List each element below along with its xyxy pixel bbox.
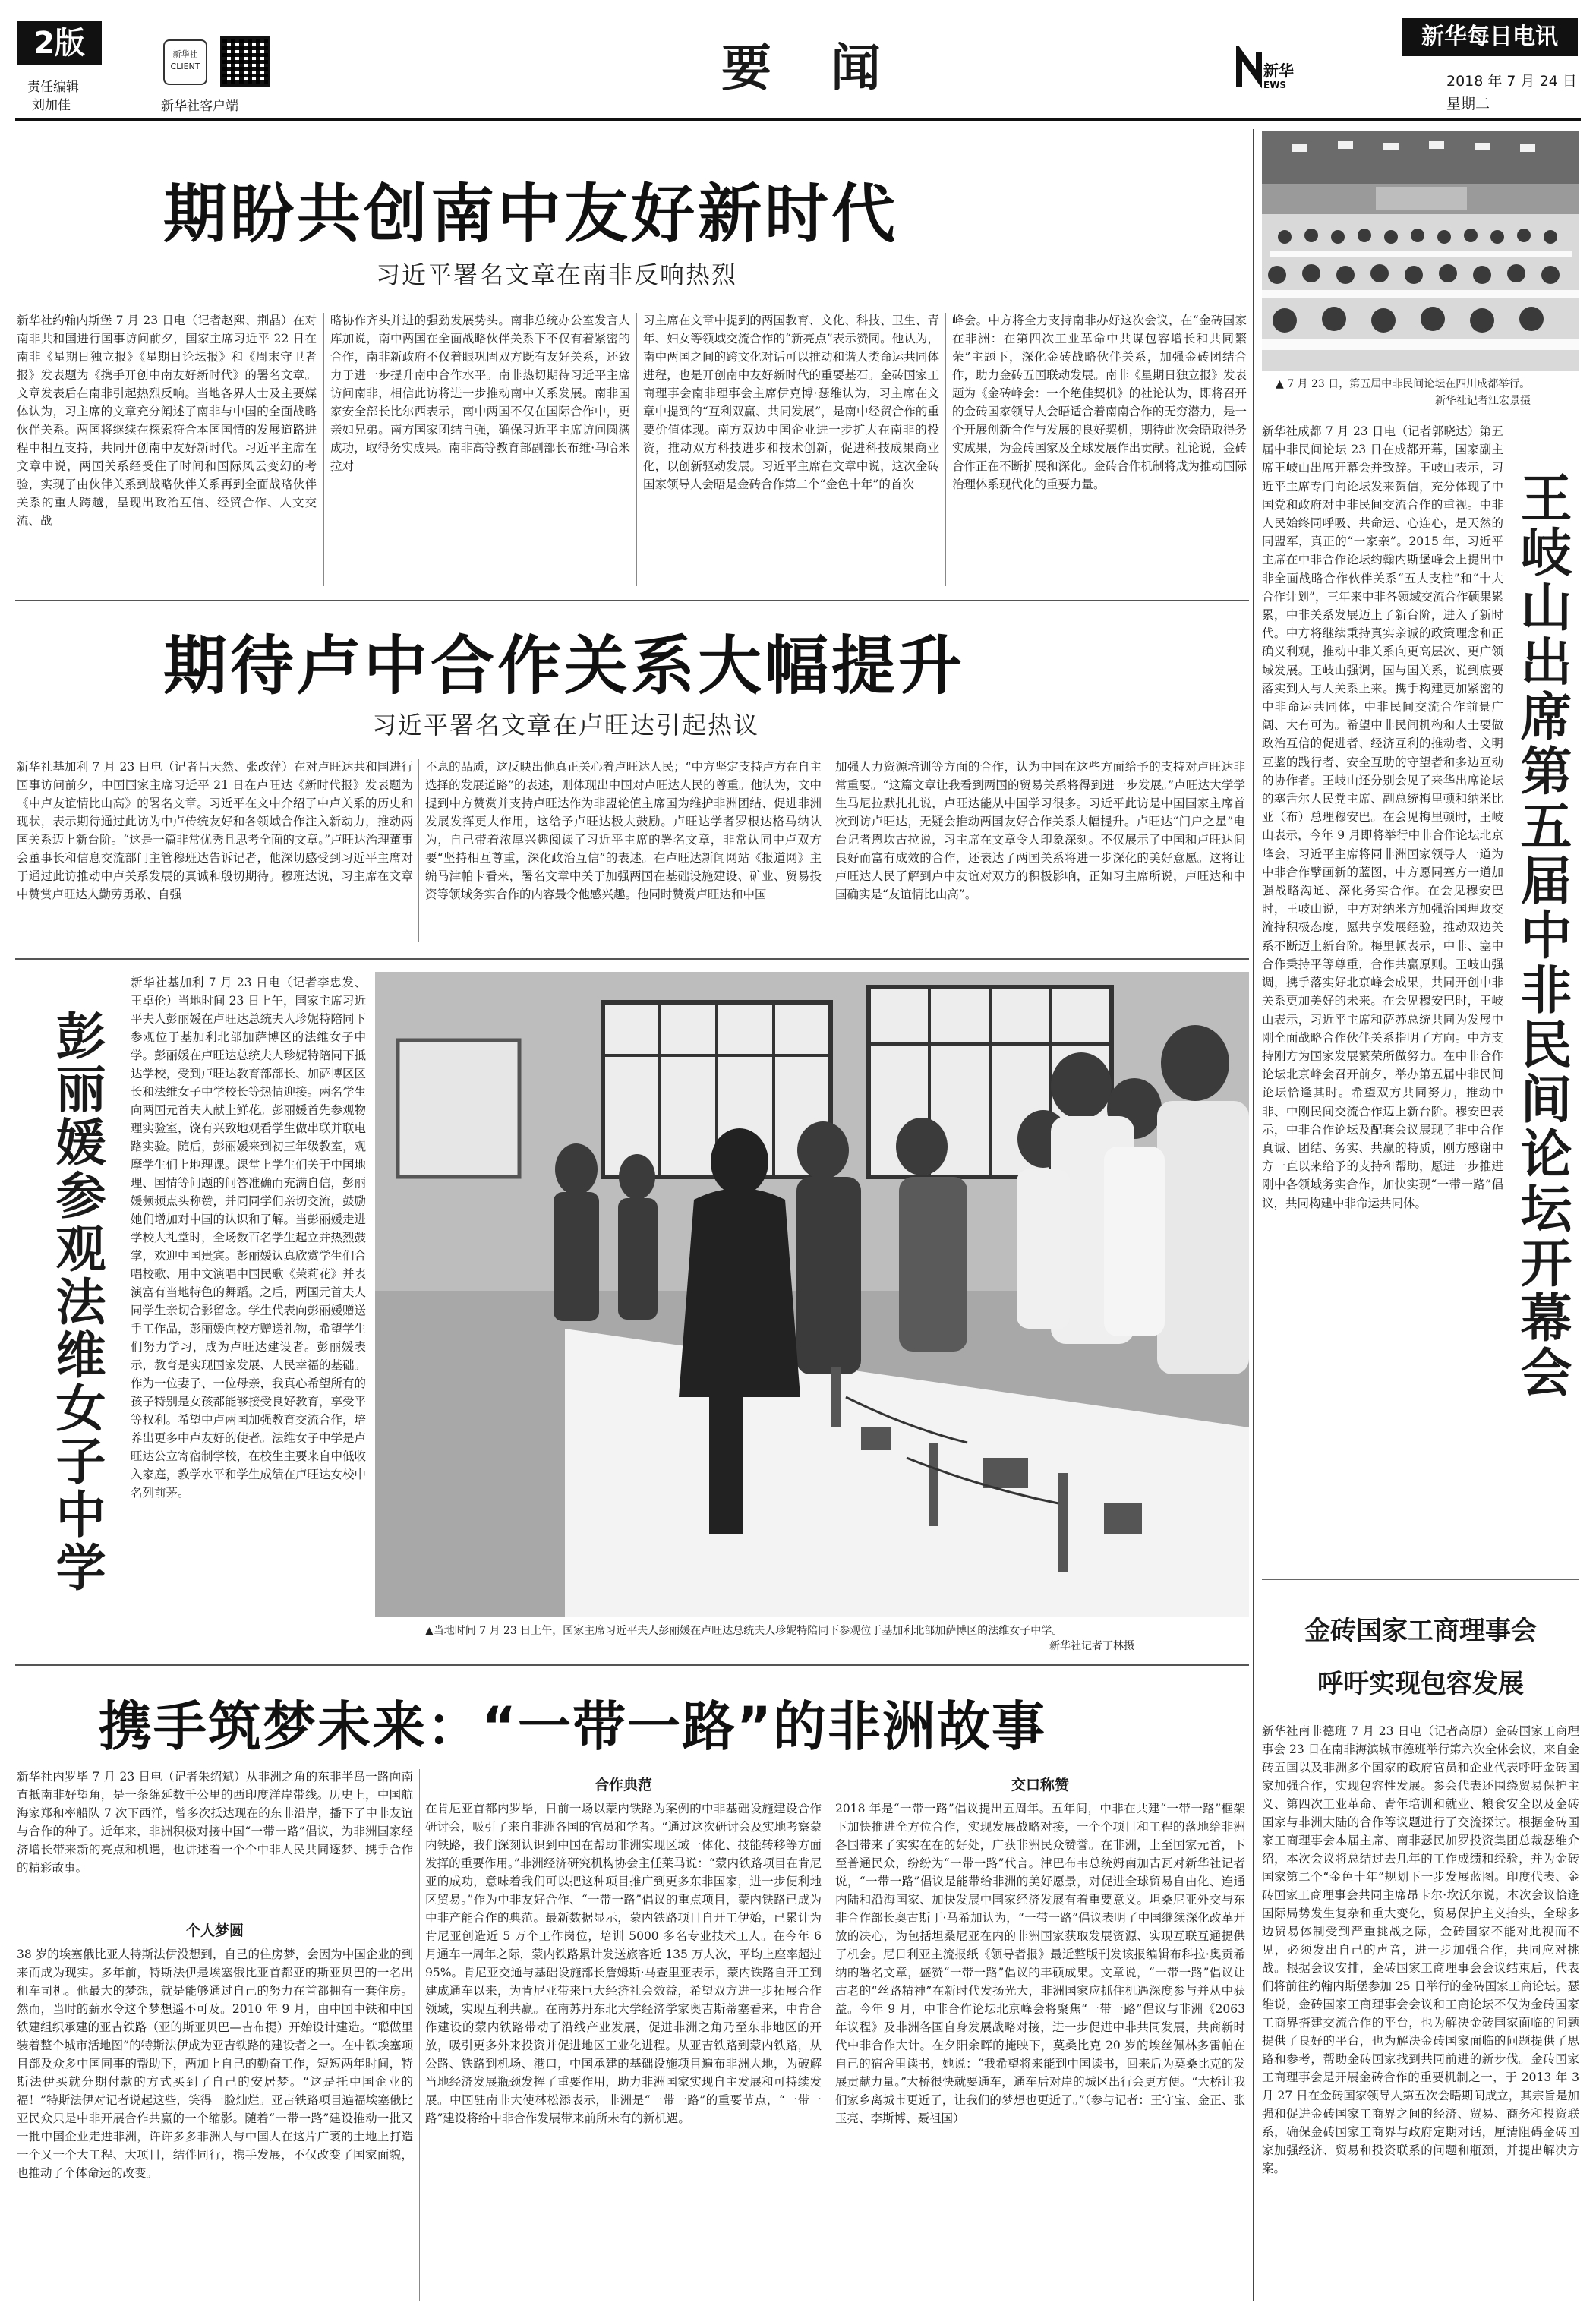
article5-title-line2: 呼吁实现包容发展 <box>1317 1669 1524 1699</box>
page-number: 2版 <box>33 26 85 61</box>
article-right-title: 王岐山出席第五届中非民间论坛开幕会 <box>1512 471 1572 1400</box>
article4-title: 携手筑梦未来：“一带一路”的非洲故事 <box>99 1695 1047 1758</box>
newspaper-name <box>1402 18 1578 56</box>
article4-col3: 2018 年是“一带一路”倡议提出五周年。五年间，中非在共建“一带一路”框架下加快推进全方位合作，实现发展战略对接，一个个项目和工程的落地给非洲各国带来了实实在在的好处，广获非洲民众赞誉。在非洲，上至国家元首，下至普通民众，纷纷为“一带一路”代言。津巴布韦总统姆南加古瓦对新华社记者说，“一带一路”倡议是能带给非洲的美好愿景，对促进全球贸易自由化、连通内陆和沿海国家、加快发展中国家经济发展有着重要意义。坦桑尼亚外交与东非合作部长奥古斯丁·马希加认为，“一带一路”倡议表明了中国继续深化改革开放的决心，为包括坦桑尼亚在内的非洲国家获取发展资源、实现互联互通提供了机会。尼日利亚主流报纸《领导者报》最近整版刊发该报编辑布科拉·奥贡希纳的署名文章，盛赞“一带一路”倡议的丰硕成果。文章说，“一带一路”倡议让古老的“丝路精神”在新时代发扬光大，非洲国家应抓住机遇深度参与并从中获益。今年 9 月，中非合作论坛北京峰会将聚焦“一带一路”倡议与非洲《2063 年议程》及非洲各国自身发展战略对接，进一步促进中非共同发展，共商新时代中非合作大计。在夕阳余晖的掩映下，莫桑比克 20 岁的埃丝佩林多雷帕在自己的宿舍里读书，她说：“我希望将来能到中国读书，回来后为莫桑比克的发展贡献力量。”大桥很快就要通车，通车后对岸的城区出行会更方便。“大桥让我们家乡离城市更近了，让我们的梦想也更近了。”（参与记者：王守宝、金正、张玉亮、李斯博、聂祖国） <box>835 1802 1245 2125</box>
article5-text: 新华社南非德班 7 月 23 日电（记者高原）金砖国家工商理事会 23 日在南非海滨城市德班举行第六次全体会议，来自金砖五国以及非洲多个国家的政府官员和企业代表呼吁金砖国家加强合作，实现包容性发展。参会代表还围绕贸易保护主义、第四次工业革命、青年培训和就业、粮食安全以及金砖国家与非洲大陆的合作等议题进行了交流探讨。根据金砖国家工商理事会本届主席、南非瑟民加罗投资集团总裁瑟维介绍，本次会议将总结过去几年的工作成绩和经验，并为金砖国家第二个“金色十年”规划下一步发展蓝图。印度代表、金砖国家工商理事会共同主席昂卡尔·坎沃尔说，本次会议恰逢国际局势发生复杂和重大变化，贸易保护主义抬头，全球多边贸易体制受到严重挑战之际，金砖国家不能对此视而不见，必须发出自己的声音，进一步加强合作，共同应对挑战。根据会议安排，金砖国家工商理事会会议结束后，代表们将前往约翰内斯堡参加 25 日举行的金砖国家工商论坛。瑟维说，金砖国家工商理事会会议和工商论坛不仅为金砖国家工商界搭建交流合作的平台，也为解决金砖国家面临的问题提供了良好的平台，也为解决金砖国家面临的问题提供了思路和参考，帮助金砖国家找到共同前进的新步伐。金砖国家工商理事会是开展金砖合作的重要机制之一，于 2013 年 3 月 27 日在金砖国家领导人第五次会晤期间成立，其宗旨是加强和促进金砖国家工商界之间的经济、贸易、商务和投资联系，确保金砖国家工商界与政府定期对话，厘清阻碍金砖国家加强经济、贸易和投资联系的问题和瓶颈，并提出解决方案。 <box>1262 1724 1579 2175</box>
svg-text:新华: 新华 <box>1263 62 1294 80</box>
col-divider <box>418 759 419 942</box>
forum-photo-credit: 新华社记者江宏景摄 <box>1435 395 1531 407</box>
masthead-rule <box>15 118 1581 121</box>
article5-title-line1: 金砖国家工商理事会 <box>1304 1616 1537 1646</box>
article2-col2: 不息的品质，这反映出他真正关心着卢旺达人民；“中方坚定支持卢方在自主选择的发展道路”的表述，则体现出中国对卢旺达人民的尊重。他认为，文中提到中方赞赏并支持卢旺达作为非盟轮值主席国为维护非洲团结、促进非洲发展发挥更大作用，这给予卢旺达极大鼓励。卢旺达学者罗根达格马纳认为，自己带着浓厚兴趣阅读了习近平主席的署名文章，非常认同中卢双方要“坚持相互尊重，深化政治互信”的表述。在卢旺达新闻网站《报道网》主编马津帕卡看来，署名文章中关于加强两国在基础设施建设、矿业、贸易投资等领域务实合作的内容最令他感兴趣。他同时赞赏卢旺达和中国 <box>425 760 822 901</box>
issue-weekday: 星期二 <box>1446 96 1490 112</box>
section-rule <box>15 600 1249 601</box>
col-divider <box>636 313 637 586</box>
article-right-text: 新华社成都 7 月 23 日电（记者郭晓达）第五届中非民间论坛 23 日在成都开幕，国家副主席王岐山出席开幕会并致辞。王岐山表示，习近平主席专门向论坛发来贺信，充分体现了中国党和政府对中非民间交流合作的重视。中非人民始终同呼吸、共命运、心连心，是天然的同盟军，真正的“一家亲”。2015 年，习近平主席在中非合作论坛约翰内斯堡峰会上提出中非全面战略合作伙伴关系“五大支柱”和“十大合作计划”，三年来中非各领域交流合作硕果累累，中非关系发展迈上了新台阶，进入了新时代。中方将继续秉持真实亲诚的政策理念和正确义利观，推动中非关系向更高层次、更广领域发展。王岐山强调，国与国关系，说到底要落实到人与人关系上来。携手构建更加紧密的中非命运共同体，中非民间交流合作前景广阔、大有可为。希望中非民间机构和人士要做政治互信的促进者、经济互利的推动者、文明互鉴的践行者、安全互助的守望者和多边互动的协作者。王岐山还分别会见了来华出席论坛的塞舌尔人民党主席、副总统梅里顿和纳米比亚（布）总理穆安巴。在会见梅里顿时，王岐山表示，今年 9 月即将举行中非合作论坛北京峰会，习近平主席将同非洲国家领导人一道为中非合作擘画新的蓝图，中方愿同塞方一道加强战略沟通、深化务实合作。在会见穆安巴时，王岐山说，中方对纳米方加强治国理政交流持积极态度，愿共享发展经验，推动双边关系不断迈上新台阶。梅里顿表示，中非、塞中合作秉持平等尊重，合作共赢原则。王岐山强调，携手落实好北京峰会成果，共同开创中非关系更加美好的未来。在会见穆安巴时，王岐山表示，习近平主席和萨苏总统共同为发展中刚全面战略合作伙伴关系指明了方向。中方支持刚方为国家发展繁荣所做努力。在中非合作论坛北京峰会召开前夕，举办第五届中非民间论坛恰逢其时。希望双方共同努力，推动中非、中刚民间交流合作迈上新台阶。穆安巴表示，中非合作论坛及配套会议展现了非中合作真诚、团结、务实、共赢的特质，刚方感谢中方一直以来给予的支持和帮助，愿进一步推进刚中各领域务实合作，加快实现“一带一路”倡议，共同构建中非命运共同体。 <box>1262 424 1503 1210</box>
article4-col1: 38 岁的埃塞俄比亚人特斯法伊没想到，自己的住房梦，会因为中国企业的到来而成为现实。多年前，特斯法伊是埃塞俄比亚首都亚的斯亚贝巴的一名出租车司机。他最大的梦想，就是能够通过自己的努力在首都拥有一套住房。然而，当时的薪水令这个梦想遥不可及。2010 年 9 月，由中国中铁和中国铁建组织承建的亚吉铁路（亚的斯亚贝巴—吉布提）开始设计建造。“聪做里装着整个城市活地图”的特斯法伊成为亚吉铁路的建设者之一。在中铁埃塞项目部及众多中国同事的帮助下，两加上自己的勤奋工作，短短两年时间，特斯法伊买就分期付款的方式买到了自己的安居梦。“这是托中国企业的福！”特斯法伊对记者说起这些，笑得一脸灿烂。亚吉铁路项目遍福埃塞俄比亚民众只是中非开展合作共赢的一个缩影。随着“一带一路”建设推动一批又一批中国企业走进非洲，许许多多非洲人与中国人在这片广袤的土地上打造一个又一个大工程、大项目，结伴同行，携手发展，不仅改变了国家面貌，也推动了个体命运的改变。 <box>17 1948 413 2180</box>
section-title: 要 闻 <box>721 38 885 97</box>
forum-photo <box>1262 131 1579 371</box>
client-label: 新华社客户端 <box>161 99 238 114</box>
article2-col1: 新华社基加利 7 月 23 日电（记者吕天然、张改萍）在对卢旺达共和国进行国事访问前夕，中国国家主席习近平 21 日在卢旺达《新时代报》发表题为《中卢友谊情比山高》的署名文章。习近平在文中介绍了中卢关系的历史和现状，表示期待通过此访为中卢传统友好和各领域合作注入新动力，推动两国关系迈上新台阶。“这是一篇非常优秀且思考全面的文章。”卢旺达治理董事会董事长和信息交流部门主管穆班达告诉记者，他深切感受到习近平主席对于通过此访推动中卢关系发展的真诚和殷切期待。穆班达说，习主席在文章中赞赏卢旺达人勤劳勇敢、自强 <box>17 760 413 901</box>
article2-title: 期待卢中合作关系大幅提升 <box>163 629 966 703</box>
article3-title: 彭丽媛参观法维女子中学 <box>47 1010 106 1594</box>
rule <box>15 1664 1249 1666</box>
article4-intro: 新华社内罗毕 7 月 23 日电（记者朱绍斌）从非洲之角的东非半岛一路向南直抵南非好望角，是一条绵延数千公里的西印度洋岸带线。历史上，中国航海家郑和率船队 7 次下西洋，曾多次抵达现在的东非沿岸，播下了中非友谊与合作的种子。近年来，非洲积极对接中国“一带一路”倡议，为非洲国家经济增长带来新的亮点和机遇，也讲述着一个个中非人民共同逐梦、携手合作的精彩故事。 <box>17 1770 413 1875</box>
newspaper-logo-icon <box>1236 46 1297 91</box>
article1-col4: 峰会。中方将全力支持南非办好这次会议，在“金砖国家在非洲：在第四次工业革命中共谋包容增长和共同繁荣”主题下，深化金砖战略伙伴关系，加强金砖团结合作，助力金砖五国联动发展。南非《星期日独立报》发表题为《金砖峰会：一个绝佳契机》的社论认为，即将召开的金砖国家领导人会晤适合着南南合作的无穷潜力，是一个开展创新合作与发展的良好契机，期待此次会晤取得务实成果，为金砖国家及全球发展作出贡献。社论说，金砖合作正在不断扩展和深化。金砖合作机制将成为推动国际治理体系现代化的重要力量。 <box>952 314 1247 491</box>
article1-title: 期盼共创南中友好新时代 <box>163 177 899 251</box>
article4-sub1: 个人梦圆 <box>185 1922 244 1939</box>
rule <box>1262 1579 1579 1580</box>
editor-name: 刘加佳 <box>32 98 71 113</box>
school-visit-photo <box>375 972 1249 1617</box>
rule <box>15 958 1249 960</box>
article1-col3: 习主席在文章中提到的两国教育、文化、科技、卫生、青年、妇女等领域交流合作的“新亮点”表示赞同。他认为，南中两国之间的跨文化对话可以推动和谐人类命运共同体进程，也是开创南中友好新时代的重要基石。金砖国家工商理事会南非理事会主席伊克博·瑟维认为，习主席在文章中提到的“互利双赢、共同发展”，是南中经贸合作的重要价值体现。南方双边中国企业进一步扩大在南非的投资，推动双方科技进步和技术创新，促进科技成果商业化，以创新驱动发展。习近平主席在文章中说，这次金砖国家领导人会晤是金砖合作第二个“金色十年”的首次 <box>643 314 939 491</box>
article1-subtitle: 习近平署名文章在南非反响热烈 <box>376 260 738 289</box>
article4-sub3: 交口称赞 <box>1011 1777 1069 1793</box>
forum-photo-caption: ▲ 7 月 23 日，第五届中非民间论坛在四川成都举行。 <box>1276 378 1531 390</box>
issue-date: 2018 年 7 月 24 日 <box>1446 73 1577 90</box>
right-column-divider <box>1253 129 1254 2301</box>
article4-col2: 在肯尼亚首都内罗毕，日前一场以蒙内铁路为案例的中非基础设施建设合作研讨会，吸引了来自非洲各国的官员和学者。“通过这次研讨会及实地考察蒙内铁路，我们深刻认识到中国在帮助非洲实现区域一体化、技能转移等方面发挥的重要作用。”非洲经济研究机构协会主任莱马说：“蒙内铁路项目在肯尼亚的成功，意味着我们可以把这种项目推广到更多东非国家，进一步便利地区贸易。”作为中非友好合作、“一带一路”倡议的重点项目，蒙内铁路已成为中非产能合作的典范。最新数据显示，蒙内铁路项目自开工伊始，已累计为肯尼亚创造近 5 万个工作岗位，培训 5000 多名专业技术工人。在今年 6 月通车一周年之际，蒙内铁路累计发送旅客近 135 万人次，平均上座率超过 95%。肯尼亚交通与基础设施部长詹姆斯·马查里亚表示，蒙内铁路自开工到建成通车以来，为肯尼亚带来巨大经济社会效益，希望双方进一步拓展合作领域，实现互利共赢。在南苏丹东北大学经济学家奥吉斯蒂塞看来，中肯合作建设的蒙内铁路带动了沿线产业发展，促进非洲之角乃至东非地区的开放，吸引更多外来投资并促进地区工业化进程。从亚吉铁路到蒙内铁路，从公路、铁路到机场、港口，中国承建的基础设施项目遍布非洲大地，为破解当地经济发展瓶颈发挥了重要作用，助力非洲国家实现自主发展和可持续发展。中国驻南非大使林松添表示，非洲是“一带一路”的重要节点，“一带一路”建设将给中非合作发展带来前所未有的新机遇。 <box>425 1802 822 2125</box>
page-number-box <box>17 21 102 65</box>
col-divider <box>945 313 946 586</box>
school-visit-photo-credit: 新华社记者丁林摄 <box>1049 1640 1134 1652</box>
svg-text:EWS: EWS <box>1263 80 1287 90</box>
masthead <box>0 0 1596 114</box>
col-divider <box>419 1769 420 2301</box>
article1-col2: 略协作齐头并进的强劲发展势头。南非总统办公室发言人库加说，南中两国在全面战略伙伴关系下不仅有着紧密的合作，南非新政府不仅着眼巩固双方既有友好关系，还致力于进一步提升南中合作水平。南非热切期待习近平主席访问南非，相信此访将进一步推动南中关系发展。南非国家安全部长比尔西表示，南中两国不仅在国际合作中，更亲如兄弟。南方国家团结自强，确保习近平主席访问圆满成功，取得务实成果。南非高等教育部副部长布维·马哈米拉对 <box>330 314 630 473</box>
article2-subtitle: 习近平署名文章在卢旺达引起热议 <box>372 711 760 740</box>
col-divider <box>323 313 324 586</box>
article1-col1: 新华社约翰内斯堡 7 月 23 日电（记者赵熙、荆晶）在对南非共和国进行国事访问前夕，国家主席习近平 22 日在南非《星期日独立报》《星期日论坛报》和《周末守卫者报》发表题为《携手开创中南友好新时代》的署名文章。文章发表后在南非引起热烈反响。当地各界人士及主要媒体认为，习主席的文章充分阐述了南非与中国的全面战略伙伴关系。两国将继续在探索符合本国国情的发展道路进程中相互支持，共同开创南中友好新时代。习近平主席在文章中说，两国关系经受住了时间和国际风云变幻的考验，实现了由伙伴关系到战略伙伴关系再到全面战略伙伴关系的重大跨越，呈现出政治互信、经贸合作、人文交流、战 <box>17 314 317 528</box>
qr-code-icon <box>220 36 270 87</box>
school-visit-photo-caption: ▲当地时间 7 月 23 日上午，国家主席习近平夫人彭丽媛在卢旺达总统夫人珍妮特陪同下参观位于基加利北部加萨博区的法维女子中学。 <box>425 1625 1063 1637</box>
article3-text: 新华社基加利 7 月 23 日电（记者李忠发、王卓伦）当地时间 23 日上午，国家主席习近平夫人彭丽媛在卢旺达总统夫人珍妮特陪同下参观位于基加利北部加萨博区的法维女子中学。彭丽媛在卢旺达总统夫人珍妮特陪同下抵达学校，受到卢旺达教育部部长、加萨博区区长和法维女子中学校长等热情迎接。两名学生向两国元首夫人献上鲜花。彭丽媛首先参观物理实验室，饶有兴致地观看学生做串联并联电路实验。随后，彭丽媛来到初三年级教室，观摩学生们上地理课。课堂上学生们关于中国地理、国情等问题的问答准确而充满自信，彭丽媛频频点头称赞，并同同学们亲切交流，鼓励她们增加对中国的认识和了解。当彭丽媛走进学校大礼堂时，全场数百名学生起立并热烈鼓掌，欢迎中国贵宾。彭丽媛认真欣赏学生们合唱校歌、用中文演唱中国民歌《茉莉花》并表演富有当地特色的舞蹈。之后，两国元首夫人同学生亲切合影留念。学生代表向彭丽媛赠送手工作品，彭丽媛向校方赠送礼物，希望学生们努力学习，成为卢旺达建设者。彭丽媛表示，教育是实现国家发展、人民幸福的基础。作为一位妻子、一位母亲，我真心希望所有的孩子特别是女孩都能够接受良好教育，享受平等权利。希望中卢两国加强教育交流合作，培养出更多中卢友好的使者。法维女子中学是卢旺达公立寄宿制学校，在校生主要来自中低收入家庭，教学水平和学生成绩在卢旺达女校中名列前茅。 <box>131 976 366 1500</box>
editor-label: 责任编辑 <box>27 80 79 95</box>
client-logo-icon: 新华社 CLIENT <box>163 39 207 85</box>
article4-sub2: 合作典范 <box>594 1777 652 1793</box>
newspaper-name-text: 新华每日电讯 <box>1421 24 1558 50</box>
article2-col3: 加强人力资源培训等方面的合作，认为中国在这些方面给予的支持对卢旺达非常重要。“这篇文章让我看到两国的贸易关系将得到进一步发展。”卢旺达大学学生马尼拉默扎扎说，卢旺达能从中国学习很多。习近平此访是中国国家主席首次到访卢旺达，无疑会推动两国友好合作关系大幅提升。卢旺达“门户之星”电台记者恩坎古拉说，习主席在文章令人印象深刻。不仅展示了中国和卢旺达间良好而富有成效的合作，还表达了两国关系将进一步深化的美好意愿。这将让卢旺达人民了解到卢中友谊对双方的积极影响，正如习主席所说，卢旺达和中国确实是“友谊情比山高”。 <box>835 760 1245 901</box>
